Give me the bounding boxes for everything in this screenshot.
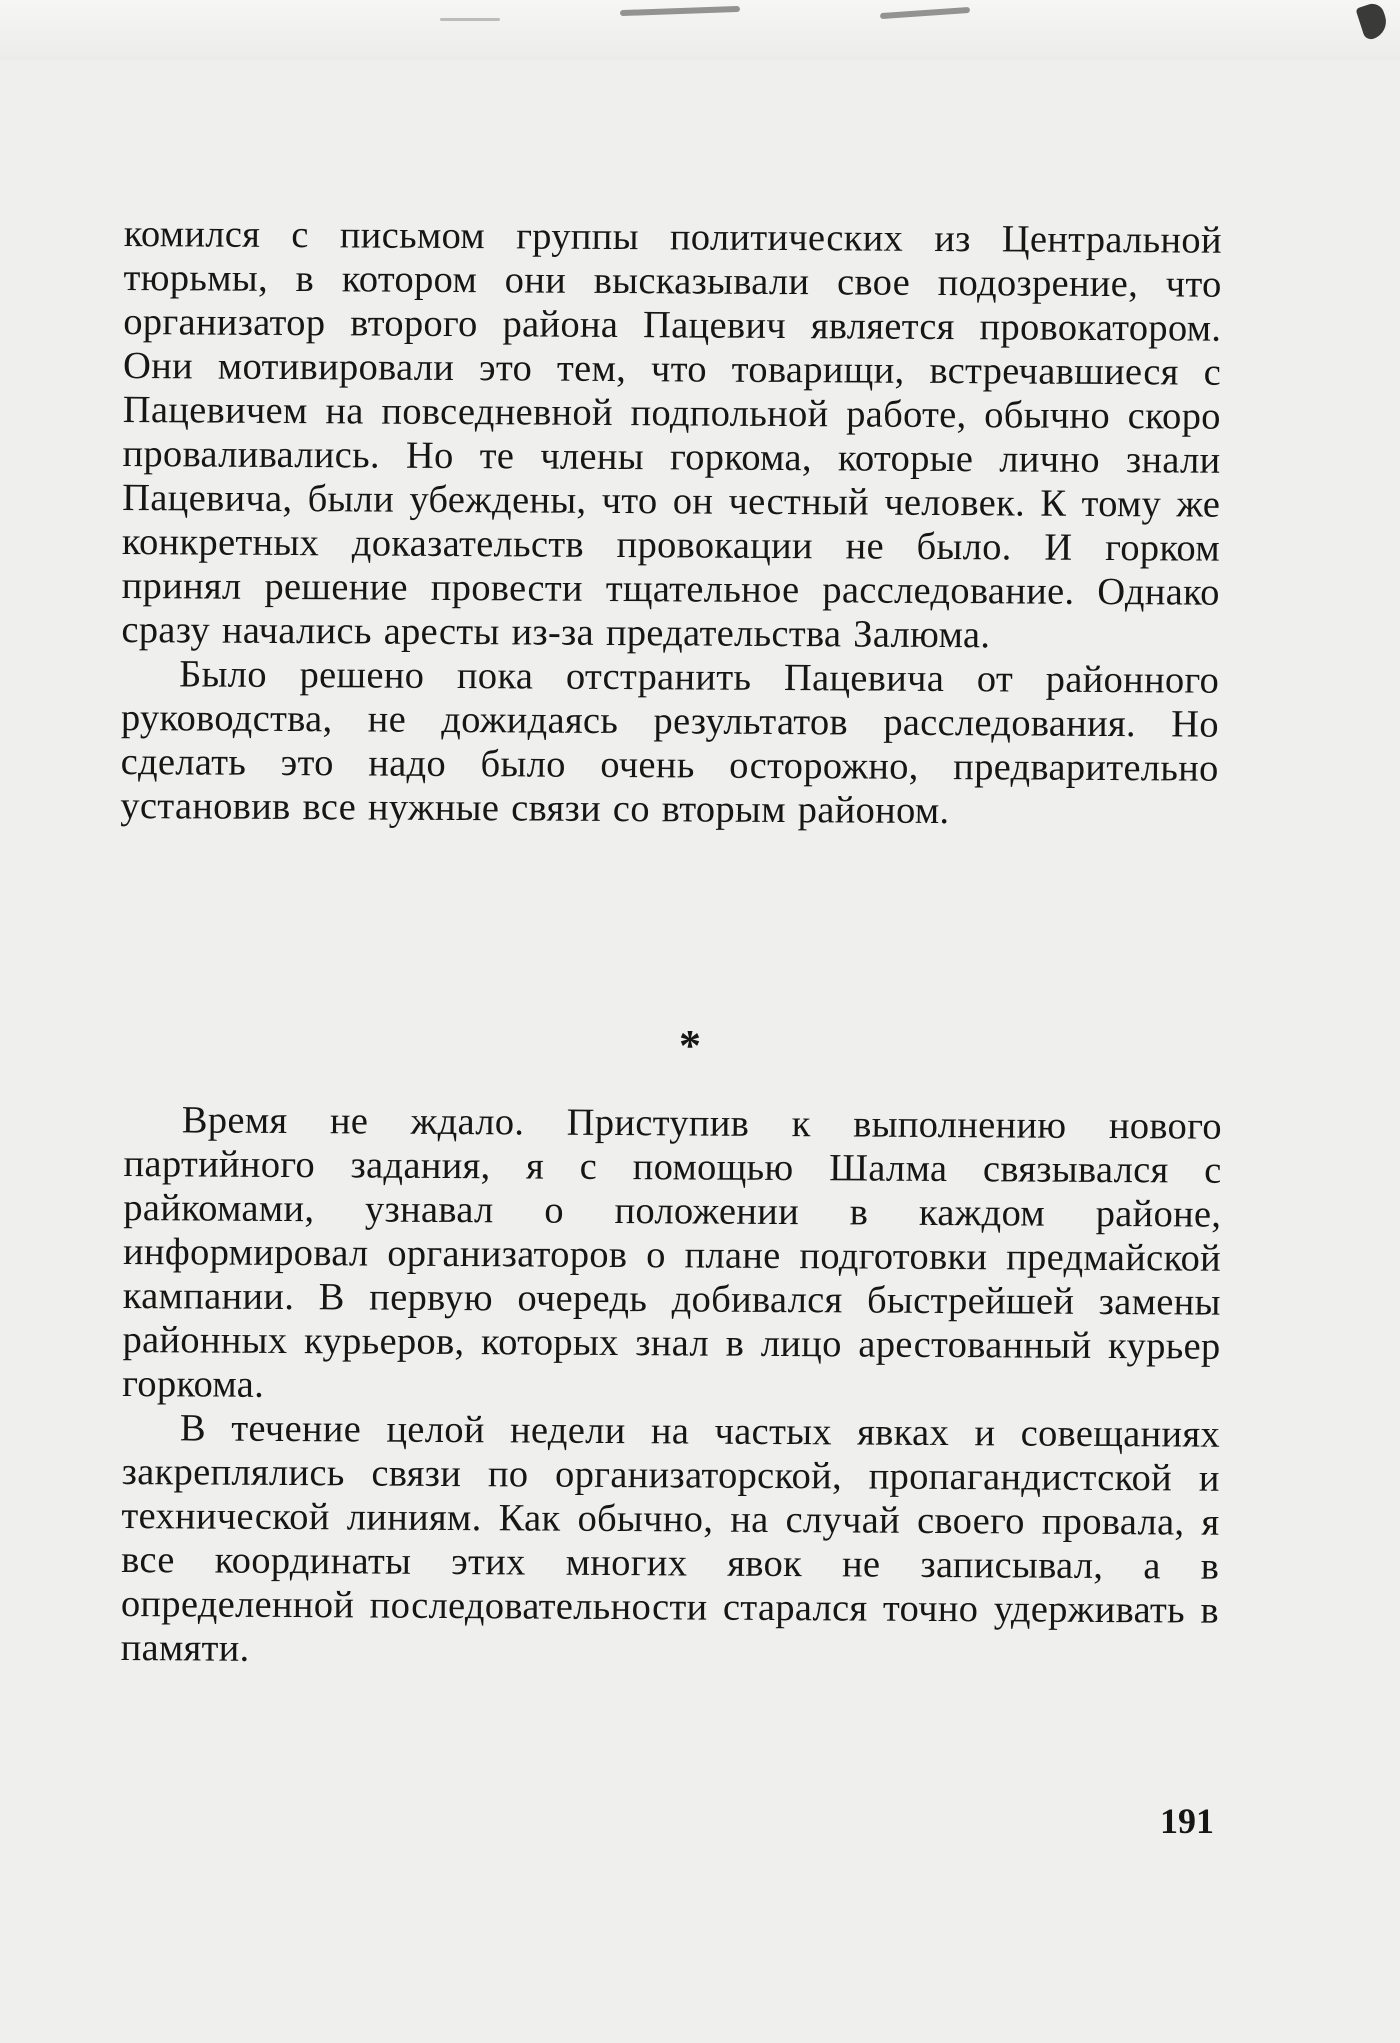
paragraph: Время не ждало. Приступив к выполнению нового партийного задания, я с помощью Шалма связывался с райкомами, узнавал о положении в каждом районе, информировал организаторов о плане подготовки предмайской кампании. В первую очередь добивался быстрейшей замены районных курьеров, которых знал в лицо арестованный курьер горкома.	[122, 1099, 1222, 1406]
paragraph: Было решено пока отстранить Пацевича от районного руководства, не дожидаясь результатов расследования. Но сделать это надо было очень осторожно, предварительно установив все нужные связи со вторым районом.	[120, 653, 1220, 833]
section-separator: *	[679, 1021, 701, 1070]
top-edge-mark	[440, 18, 500, 21]
text-block-upper	[120, 212, 1222, 835]
text-block-lower	[121, 1098, 1222, 1677]
paragraph: В течение целой недели на частых явках и совещаниях закреплялись связи по организаторской, пропагандистской и технической линиям. Как обычно, на случай своего провала, я все координаты этих многих явок не записывал, а в определенной последовательности старался точно удерживать в памяти.	[120, 1407, 1221, 1670]
paragraph-continuation: комился с письмом группы политических из Центральной тюрьмы, в котором они высказывали свое подозрение, что организатор второго района Пацевич является провокатором. Они мотивировали это тем, что товарищи, встречавшиеся с Пацевичем на повседневной подпольной работе, обычно скоро проваливались. Но те члены горкома, которые лично знали Пацевича, были убеждены, что он честный человек. К тому же конкретных доказательств провокации не было. И горком принял решение провести тщательное расследование. Однако сразу начались аресты из-за предательства Залюма.	[121, 212, 1222, 657]
page-number: 191	[1160, 1801, 1214, 1841]
